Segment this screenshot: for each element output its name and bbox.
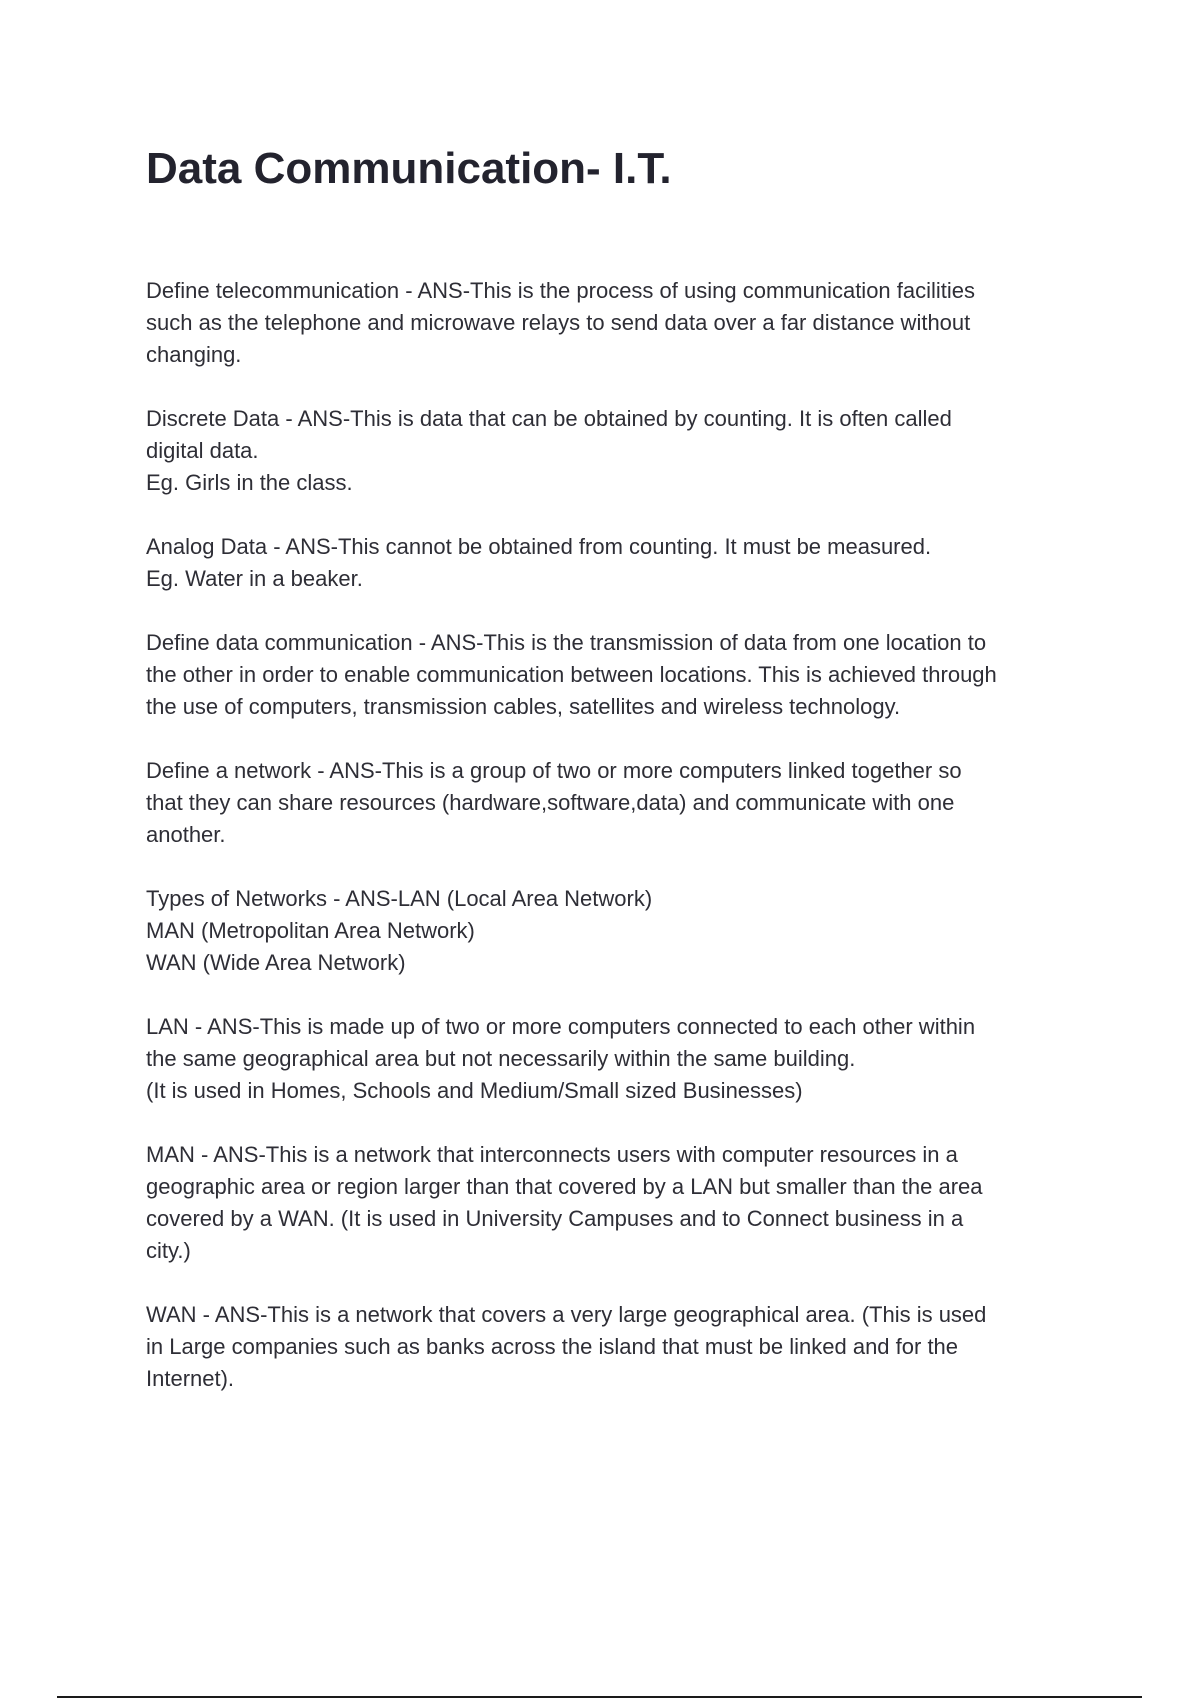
entry-line: Eg. Girls in the class. xyxy=(146,470,353,495)
entry-line: that they can share resources (hardware,software,data) and communicate with one xyxy=(146,790,955,815)
entry-line: in Large companies such as banks across the island that must be linked and for the xyxy=(146,1334,959,1359)
entry-line: WAN - ANS-This is a network that covers a very large geographical area. (This is used xyxy=(146,1302,987,1327)
entry-line: the same geographical area but not necessarily within the same building. xyxy=(146,1046,856,1071)
entry-telecommunication xyxy=(146,275,1096,371)
entry-line: another. xyxy=(146,822,226,847)
entry-line: Define telecommunication - ANS-This is the process of using communication facilities xyxy=(146,278,976,303)
entry-line: Internet). xyxy=(146,1366,235,1391)
entry-line: digital data. xyxy=(146,438,259,463)
entry-lan xyxy=(146,1011,1096,1107)
entry-line: the other in order to enable communication between locations. This is achieved through xyxy=(146,662,997,687)
entries-list xyxy=(146,275,1096,1427)
entry-data-communication xyxy=(146,627,1096,723)
entry-line: geographic area or region larger than that covered by a LAN but smaller than the area xyxy=(146,1174,983,1199)
entry-line: Eg. Water in a beaker. xyxy=(146,566,363,591)
page-title: Data Communication- I.T. xyxy=(146,144,672,193)
entry-line: WAN (Wide Area Network) xyxy=(146,950,406,975)
entry-line: Analog Data - ANS-This cannot be obtained from counting. It must be measured. xyxy=(146,534,932,559)
entry-line: Types of Networks - ANS-LAN (Local Area Network) xyxy=(146,886,653,911)
entry-line: Define data communication - ANS-This is the transmission of data from one location to xyxy=(146,630,987,655)
entry-line: the use of computers, transmission cables, satellites and wireless technology. xyxy=(146,694,901,719)
footer-divider xyxy=(57,1696,1142,1698)
entry-line: MAN (Metropolitan Area Network) xyxy=(146,918,475,943)
entry-line: MAN - ANS-This is a network that interconnects users with computer resources in a xyxy=(146,1142,958,1167)
entry-line: such as the telephone and microwave relays to send data over a far distance without xyxy=(146,310,971,335)
entry-line: LAN - ANS-This is made up of two or more computers connected to each other within xyxy=(146,1014,976,1039)
entry-line: changing. xyxy=(146,342,242,367)
entry-types-of-networks xyxy=(146,883,1096,979)
entry-man xyxy=(146,1139,1096,1267)
entry-analog-data xyxy=(146,531,1096,595)
entry-line: city.) xyxy=(146,1238,191,1263)
entry-discrete-data xyxy=(146,403,1096,499)
entry-line: (It is used in Homes, Schools and Medium/Small sized Businesses) xyxy=(146,1078,803,1103)
entry-network xyxy=(146,755,1096,851)
entry-line: covered by a WAN. (It is used in University Campuses and to Connect business in a xyxy=(146,1206,964,1231)
entry-line: Define a network - ANS-This is a group of two or more computers linked together so xyxy=(146,758,962,783)
entry-line: Discrete Data - ANS-This is data that can be obtained by counting. It is often called xyxy=(146,406,952,431)
entry-wan xyxy=(146,1299,1096,1395)
